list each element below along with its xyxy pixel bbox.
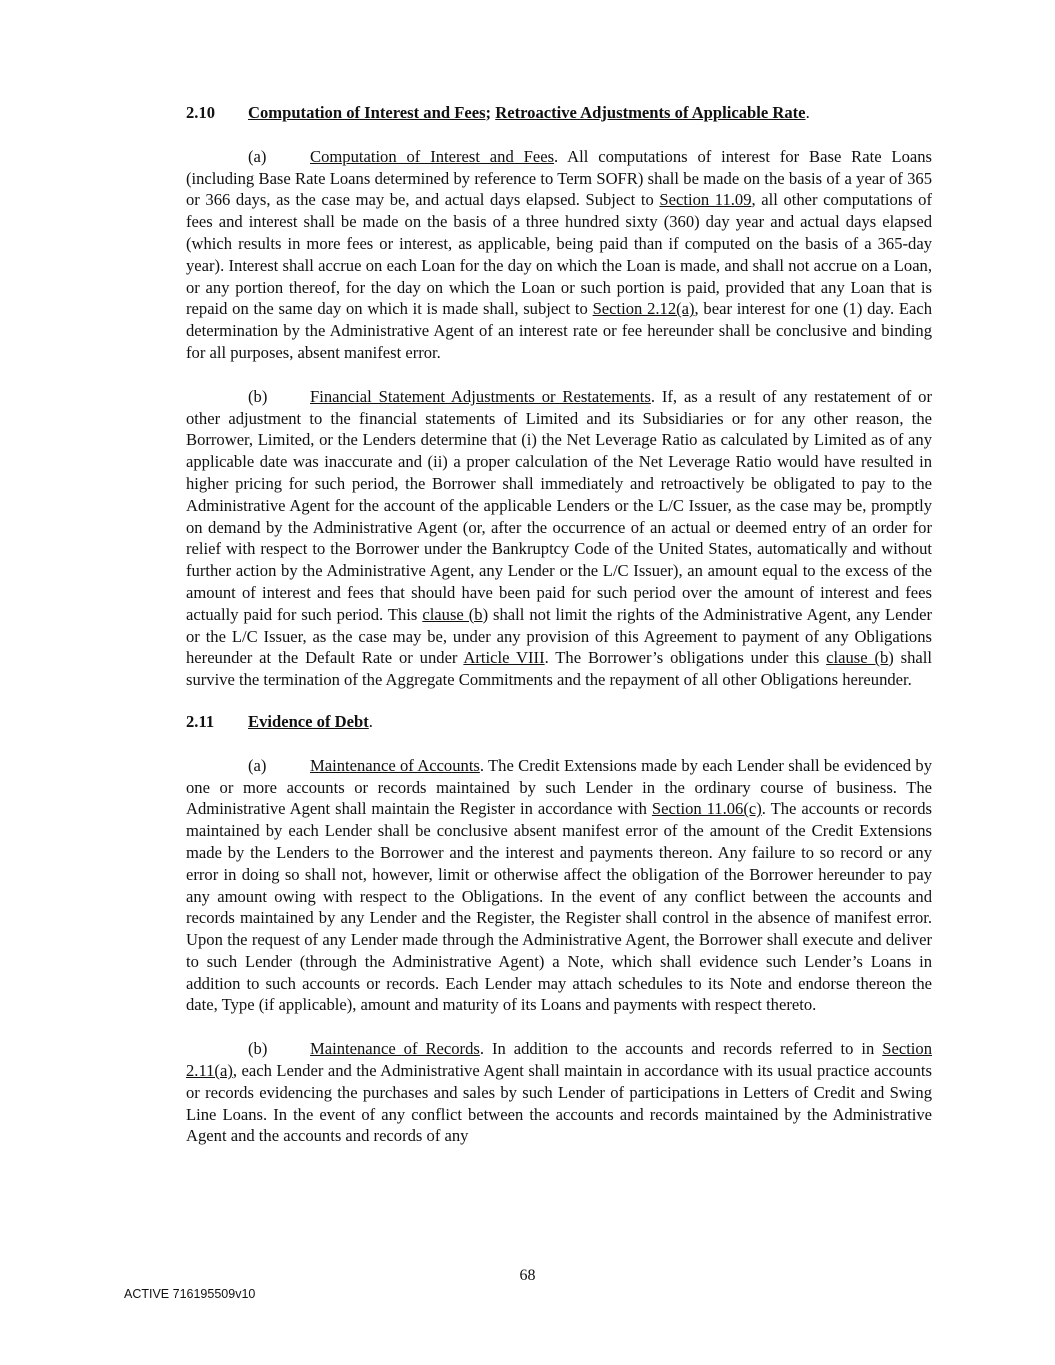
cross-reference: clause (b — [422, 604, 483, 624]
section-title-part-2: Retroactive Adjustments of Applicable Rate — [495, 103, 806, 122]
clause-label: (a) — [248, 755, 267, 775]
page-number: 68 — [519, 1267, 536, 1284]
title-separator: ; — [485, 103, 492, 122]
document-id: ACTIVE 716195509v10 — [124, 1287, 256, 1301]
cross-reference: Section 2.12(a) — [592, 299, 695, 319]
paragraph-2-10-b — [186, 386, 932, 691]
section-title-part-1: Computation of Interest and Fees — [248, 103, 486, 122]
paragraph-2-11-a — [186, 755, 932, 1017]
paragraph-text: ) shall survive the termination of the Aggregate Commitments and the repayment of all other Obligations hereunder. — [186, 648, 932, 690]
cross-reference: Section 2.11(a) — [186, 1039, 933, 1081]
paragraph-2-11-b — [186, 1038, 932, 1147]
title-period: . — [805, 103, 810, 122]
section-number: 2.11 — [186, 711, 215, 731]
paragraph-2-10-a — [186, 146, 932, 364]
section-number: 2.10 — [186, 103, 216, 122]
title-period: . — [368, 711, 373, 731]
cross-reference: Article VIII — [463, 648, 545, 668]
clause-label: (b) — [248, 386, 268, 406]
clause-label: (a) — [248, 146, 267, 166]
paragraph-text: . In addition to the accounts and records referred to in — [479, 1039, 883, 1059]
paragraph-text: . All computations of interest for Base Rate Loans (including Base Rate Loans determined by reference to Term SOFR) shall be made on the basis of a year of 365 or 366 days, as the case may be, and actual days elapsed. Subject to — [186, 146, 932, 210]
clause-heading: Computation of Interest and Fees — [310, 146, 555, 166]
clause-heading: Financial Statement Adjustments or Restatements — [310, 386, 651, 406]
paragraph-text: . The accounts or records maintained by each Lender shall be conclusive absent manifest error of the amount of the Credit Extensions made by the Lenders to the Borrower and the interest and payments thereon. Any failure to so record or any error in doing so shall not, however, limit or otherwise affect the obligation of the Borrower hereunder to pay any amount owing with respect to the Obligations. In the event of any conflict between the accounts and records maintained by any Lender and the Register, the Register shall control in the absence of manifest error. Upon the request of any Lender made through the Administrative Agent, the Borrower shall execute and deliver to such Lender (through the Administrative Agent) a Note, which shall evidence such Lender’s Loans in addition to such accounts or records. Each Lender may attach schedules to its Note and endorse thereon the date, Type (if applicable), amount and maturity of its Loans and payments with respect thereto. — [186, 799, 933, 1015]
cross-reference: Section 11.09 — [659, 190, 752, 210]
section-2-10-heading — [186, 102, 932, 124]
cross-reference: Section 11.06(c) — [651, 799, 762, 819]
section-title: Evidence of Debt — [248, 711, 369, 731]
document-body — [186, 102, 932, 1147]
paragraph-text: , all other computations of fees and interest shall be made on the basis of a three hundred sixty (360) day year and actual days elapsed (which results in more fees or interest, as applicable, being paid than if computed on the basis of a 365-day year). Interest shall accrue on each Loan for the day on which the Loan is made, and shall not accrue on a Loan, or any portion thereof, for the day on which the Loan or such portion is paid, provided that any Loan that is repaid on the same day on which it is made shall, subject to — [186, 190, 932, 319]
clause-heading: Maintenance of Accounts — [310, 755, 480, 775]
cross-reference: clause (b — [826, 648, 889, 668]
clause-heading: Maintenance of Records — [310, 1039, 480, 1059]
paragraph-text: ) shall not limit the rights of the Administrative Agent, any Lender or the L/C Issuer, as the case may be, under any provision of this Agreement to payment of any Obligations hereunder at the Default Rate or under — [186, 604, 933, 668]
paragraph-text: . The Credit Extensions made by each Lender shall be evidenced by one or more accounts or records maintained by such Lender in the ordinary course of business. The Administrative Agent shall maintain the Register in accordance with — [186, 755, 932, 819]
paragraph-text: . If, as a result of any restatement of or other adjustment to the financial statements of Limited and its Subsidiaries or for any other reason, the Borrower, Limited, or the Lenders determine that (i) the Net Leverage Ratio as calculated by Limited as of any applicable date was inaccurate and (ii) a proper calculation of the Net Leverage Ratio would have resulted in higher pricing for such period, the Borrower shall immediately and retroactively be obligated to pay to the Administrative Agent for the account of the applicable Lenders or the L/C Issuer, as the case may be, promptly on demand by the Administrative Agent (or, after the occurrence of an actual or deemed entry of an order for relief with respect to the Borrower under the Bankruptcy Code of the United States, automatically and without further action by the Administrative Agent, any Lender or the L/C Issuer), an amount equal to the excess of the amount of interest and fees that should have been paid for such period over the amount of interest and fees actually paid for such period. This — [186, 386, 932, 624]
paragraph-text: , each Lender and the Administrative Agent shall maintain in accordance with its usual practice accounts or records evidencing the purchases and sales by such Lender of participations in Letters of Credit and Swing Line Loans. In the event of any conflict between the accounts and records maintained by the Administrative Agent and the accounts and records of any — [186, 1061, 932, 1146]
paragraph-text: , bear interest for one (1) day. Each determination by the Administrative Agent of an interest rate or fee hereunder shall be conclusive and binding for all purposes, absent manifest error. — [186, 299, 933, 362]
section-2-11-heading — [186, 711, 932, 733]
paragraph-text: . The Borrower’s obligations under this — [544, 648, 827, 668]
clause-label: (b) — [248, 1039, 268, 1059]
